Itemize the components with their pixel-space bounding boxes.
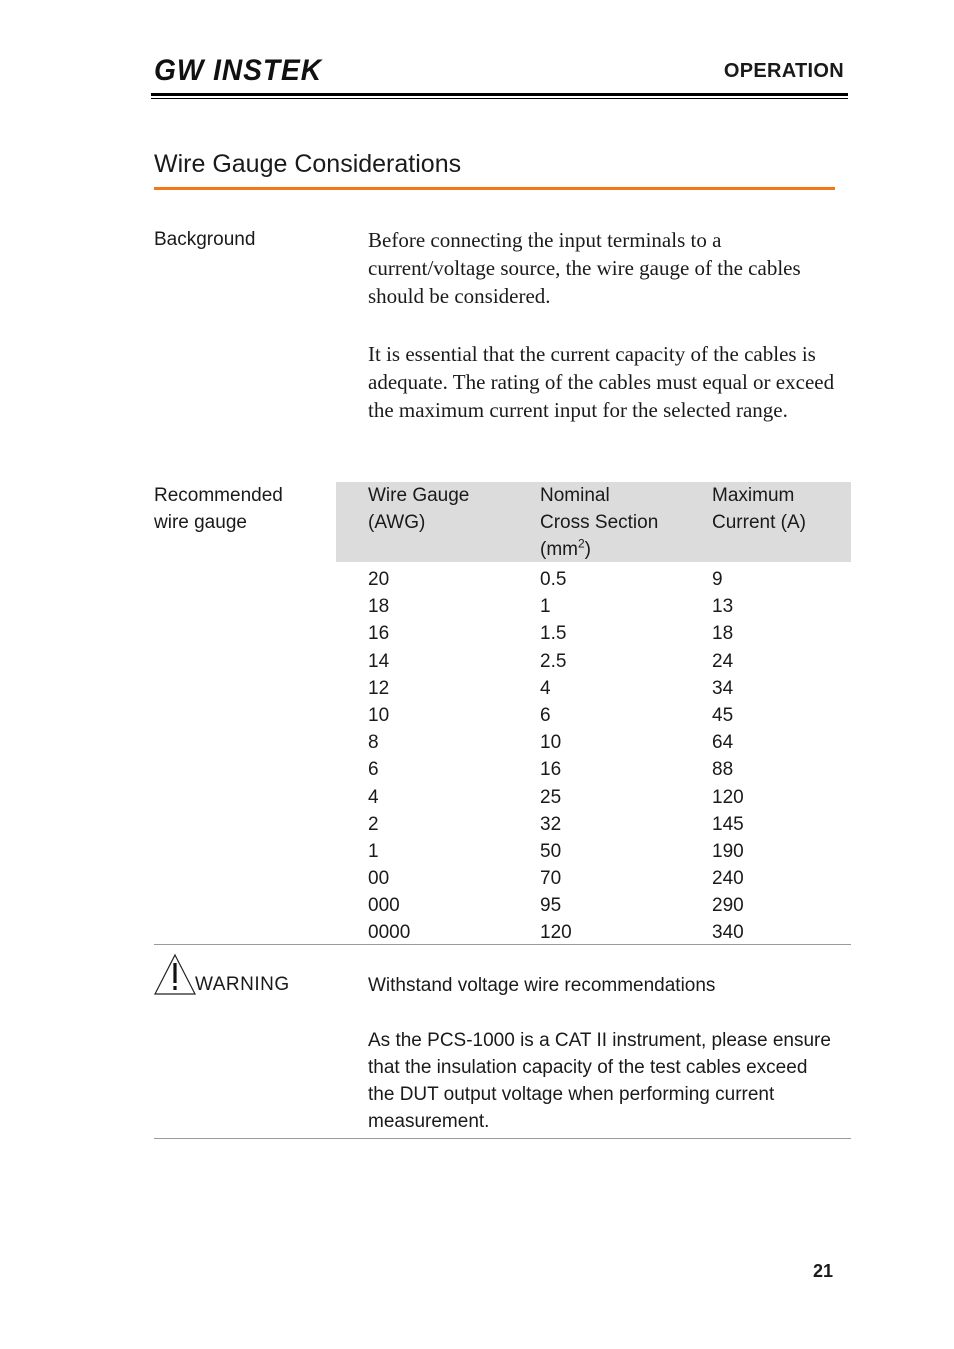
cell-max-current: 190 [712, 840, 744, 862]
cell-max-current: 240 [712, 868, 744, 890]
cell-cross-section: 10 [540, 732, 562, 754]
header-rule-thin [151, 98, 848, 99]
header-wire-gauge [368, 482, 469, 536]
cell-awg: 8 [368, 732, 379, 754]
table-row [336, 784, 851, 811]
cell-max-current: 88 [712, 759, 734, 781]
gw-instek-logo [154, 54, 324, 84]
recommended-label-line2: wire gauge [154, 512, 247, 533]
header-max-current-line2: Current (A) [712, 512, 806, 533]
background-paragraph-1: Before connecting the input terminals to a current/voltage source, the wire gauge of the cables should be considered. [368, 228, 801, 309]
table-row [336, 675, 851, 702]
cell-awg: 6 [368, 759, 379, 781]
table-row [336, 892, 851, 919]
recommended-label [154, 482, 283, 536]
cell-awg: 16 [368, 623, 390, 645]
header-unit-close: ) [584, 539, 591, 560]
background-label: Background [154, 229, 256, 250]
cell-awg: 14 [368, 650, 390, 672]
recommended-label-line1: Recommended [154, 485, 283, 506]
cell-cross-section: 2.5 [540, 650, 567, 672]
table-bottom-rule [154, 944, 851, 945]
table-header [336, 482, 851, 562]
cell-cross-section: 1.5 [540, 623, 567, 645]
cell-max-current: 18 [712, 623, 734, 645]
table-row [336, 593, 851, 620]
header-max-current-line1: Maximum [712, 485, 795, 506]
header-cross-section-line1: Nominal [540, 485, 610, 506]
header-cross-section-line3 [540, 536, 658, 563]
table-row [336, 648, 851, 675]
page-number: 21 [812, 1261, 833, 1281]
cell-max-current: 24 [712, 650, 734, 672]
cell-awg: 12 [368, 677, 390, 699]
cell-awg: 2 [368, 813, 379, 835]
table-row [336, 566, 851, 593]
warning-heading: Withstand voltage wire recommendations [368, 975, 716, 996]
cell-max-current: 340 [712, 922, 744, 944]
cell-max-current: 290 [712, 895, 744, 917]
header-cross-section-line2: Cross Section [540, 512, 659, 533]
cell-awg: 0000 [368, 922, 411, 944]
cell-cross-section: 95 [540, 895, 562, 917]
cell-awg: 10 [368, 704, 390, 726]
cell-cross-section: 1 [540, 596, 551, 618]
header-cross-section [540, 482, 658, 563]
header-wire-gauge-line2: (AWG) [368, 512, 426, 533]
header-rule [151, 93, 848, 96]
table-row [336, 919, 851, 946]
header-max-current [712, 482, 806, 536]
header-unit: (mm [540, 539, 578, 560]
cell-max-current: 34 [712, 677, 734, 699]
brand-text: GW INSTEK [154, 54, 324, 84]
cell-max-current: 9 [712, 569, 723, 590]
table-row [336, 811, 851, 838]
cell-cross-section: 16 [540, 759, 562, 781]
cell-cross-section: 4 [540, 677, 551, 699]
cell-cross-section: 25 [540, 786, 562, 808]
cell-awg: 18 [368, 596, 390, 618]
wire-gauge-table [336, 482, 851, 947]
warning-bottom-rule [154, 1138, 851, 1139]
cell-cross-section: 120 [540, 922, 572, 944]
header-unit-exponent: 2 [577, 536, 585, 551]
cell-cross-section: 0.5 [540, 569, 567, 590]
cell-cross-section: 32 [540, 813, 562, 835]
cell-awg: 1 [368, 840, 379, 862]
cell-cross-section: 70 [540, 868, 562, 890]
title-underline [154, 187, 835, 190]
table-row [336, 865, 851, 892]
table-row [336, 620, 851, 647]
cell-awg: 4 [368, 786, 379, 808]
cell-max-current: 64 [712, 732, 734, 754]
header-wire-gauge-line1: Wire Gauge [368, 485, 470, 506]
table-row [336, 838, 851, 865]
cell-max-current: 45 [712, 704, 734, 726]
cell-cross-section: 50 [540, 840, 562, 862]
cell-awg: 00 [368, 868, 390, 890]
warning-icon [154, 953, 196, 995]
cell-max-current: 120 [712, 786, 744, 808]
warning-label: WARNING [195, 974, 290, 995]
cell-max-current: 145 [712, 813, 744, 835]
cell-awg: 000 [368, 895, 400, 917]
table-row [336, 756, 851, 783]
cell-max-current: 13 [712, 596, 734, 618]
section-label: OPERATION [723, 60, 844, 82]
cell-cross-section: 6 [540, 704, 551, 726]
warning-text: As the PCS-1000 is a CAT II instrument, please ensure that the insulation capacity of the test cables exceed the DUT output voltage when performing current measurement. [368, 1030, 831, 1132]
cell-awg: 20 [368, 569, 390, 590]
table-row [336, 702, 851, 729]
background-paragraph-2: It is essential that the current capacity of the cables is adequate. The rating of the cables must equal or exceed the maximum current input for the selected range. [368, 342, 835, 423]
table-body [336, 562, 851, 947]
page-title: Wire Gauge Considerations [154, 150, 462, 178]
table-row [336, 729, 851, 756]
